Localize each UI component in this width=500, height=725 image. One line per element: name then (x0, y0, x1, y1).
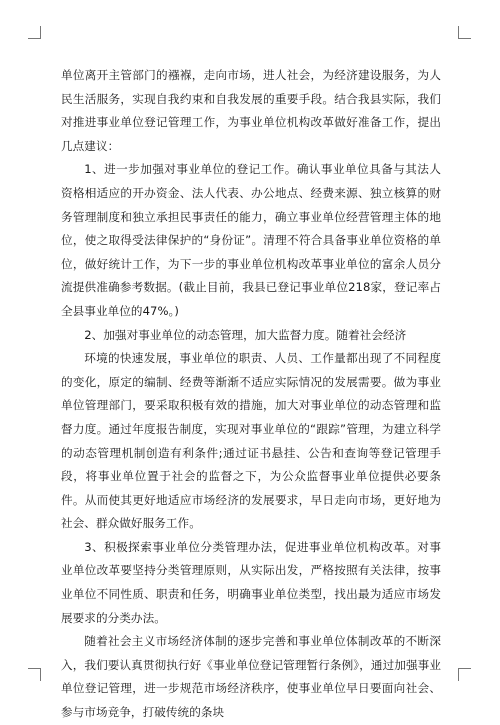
paragraph-recommendation-2-heading: 2、加强对事业单位的动态管理，加大监督力度。随着社会经济 (84, 327, 407, 342)
paragraph-recommendation-2-body: 环境的快速发展，事业单位的职责、人员、工作量都出现了不同程度的变化，原定的编制、经费等渐渐不适应实际情况的发展需要。做为事业单位管理部门，要采取积极有效的措施，加大对事业单位的动态管理和监督力度。通过年度报告制度，实现对事业单位的“跟踪”管理，为建立科学的动态管理机制创造有利条件;通过证书悬挂、公告和查询等登记管理手段，将事业单位置于社会的监督之下，为公众监督事业单位提供必要条件。从而使其更好地适应市场经济的发展要求，早日走向市场，更好地为社会、群众做好服务工作。 (61, 351, 441, 531)
paragraph-recommendation-3: 3、积极探索事业单位分类管理办法，促进事业单位机构改革。对事业单位改革要坚持分类管理原则，从实际出发，严格按照有关法律，按事业单位不同性质、职责和任务，明确事业单位类型，找出最为适应市场发展要求的分类办法。 (61, 539, 441, 625)
crop-mark-top-right (458, 26, 471, 39)
crop-mark-top-left (28, 26, 41, 39)
paragraph-conclusion: 随着社会主义市场经济体制的逐步完善和事业单位体制改革的不断深入，我们要认真贯彻执行好《事业单位登记管理暂行条例》，通过加强事业单位登记管理，进一步规范市场经济秩序，使事业单位早日要面向社会、参与市场竞争，打破传统的条块 (61, 634, 441, 720)
crop-mark-bottom-left (28, 668, 41, 681)
crop-mark-bottom-right (458, 668, 471, 681)
paragraph-recommendation-1: 1、进一步加强对事业单位的登记工作。确认事业单位具备与其法人资格相适应的开办资金、法人代表、办公地点、经费来源、独立核算的财务管理制度和独立承担民事责任的能力，确立事业单位经营管理主体的地位，使之取得受法律保护的“身份证”。清理不符合具备事业单位资格的单位，做好统计工作，为下一步的事业单位机构改革事业单位的富余人员分流提供准确参考数据。(截止目前，我县已登记事业单位218家，登记率占全县事业单位的47%。) (61, 162, 441, 318)
paragraph-continuation-intro: 单位离开主管部门的襁褓，走向市场，进人社会，为经济建设服务，为人民生活服务，实现自我约束和自我发展的重要手段。结合我县实际，我们对推进事业单位登记管理工作，为事业单位机构改革做好准备工作，提出几点建议： (61, 68, 441, 153)
document-body (61, 64, 441, 725)
